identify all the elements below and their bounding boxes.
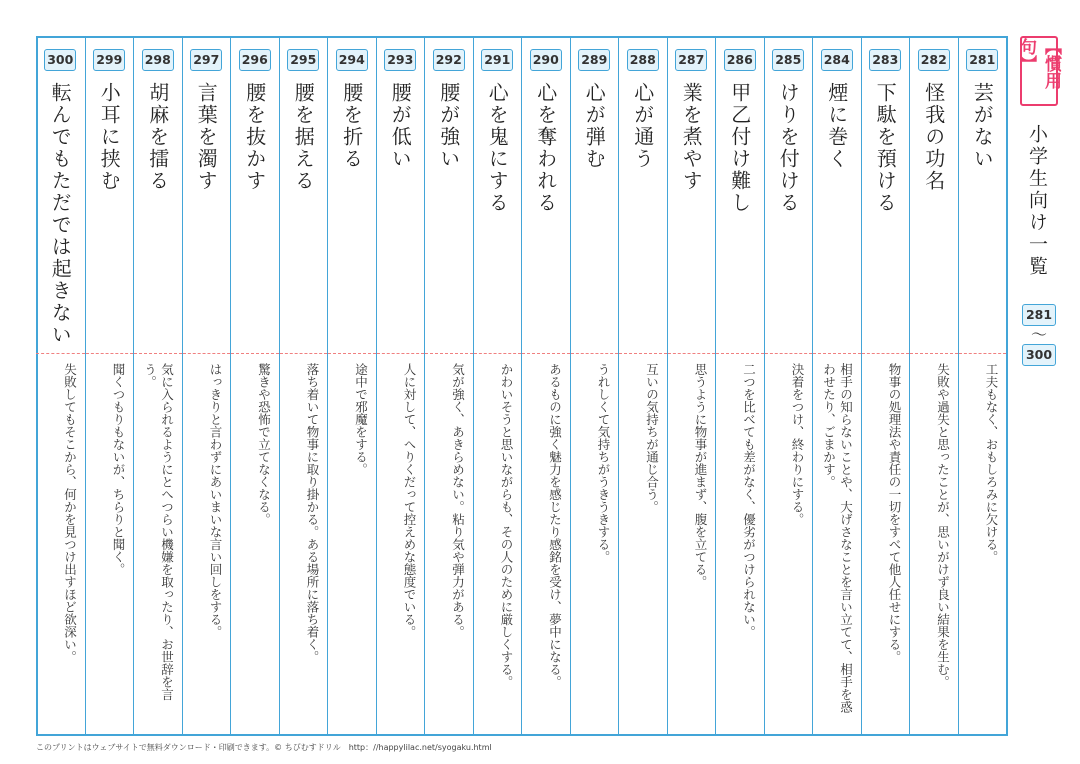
idiom-column [85,38,134,734]
idiom-text: 小耳に挟む [97,82,122,192]
dashed-divider [231,353,279,354]
dashed-divider [813,353,861,354]
idiom-column [764,38,813,734]
dashed-divider [36,353,85,354]
item-number: 290 [530,49,562,71]
item-number: 295 [287,49,319,71]
category-badge: 【慣用句】 [1020,36,1058,106]
item-number: 296 [239,49,271,71]
idiom-text: 怪我の功名 [921,82,946,192]
dashed-divider [183,353,231,354]
idiom-column [667,38,716,734]
meaning-text: 失敗してもそこから、何かを見つけ出すほど欲深い。 [62,363,78,663]
item-number: 286 [724,49,756,71]
idiom-table [36,36,1008,736]
item-number: 287 [675,49,707,71]
meaning-text: 落ち着いて物事に取り掛かる。ある場所に落ち着く。 [305,363,320,663]
dashed-divider [522,353,570,354]
range-end: 300 [1022,344,1056,366]
idiom-column [909,38,958,734]
item-number: 282 [918,49,950,71]
item-number: 297 [190,49,222,71]
item-number: 291 [481,49,513,71]
idiom-column [230,38,279,734]
dashed-divider [377,353,425,354]
idiom-column [133,38,182,734]
idiom-text: 言葉を濁す [194,82,219,192]
idiom-text: 胡麻を擂る [145,82,170,192]
item-number: 285 [772,49,804,71]
dashed-divider [765,353,813,354]
idiom-column [521,38,570,734]
range-separator: ～ [1030,325,1047,344]
idiom-text: 転んでもただでは起きない [48,82,73,346]
meaning-text: 決着をつけ、終わりにする。 [790,363,805,526]
meaning-text: あるものに強く魅力を感じたり感銘を受け、夢中になる。 [547,363,563,688]
meaning-text: 聞くつもりもないが、ちらりと聞く。 [111,363,126,576]
idiom-column [327,38,376,734]
idiom-column [570,38,619,734]
item-number: 294 [336,49,368,71]
idiom-text: 腰を折る [339,82,364,170]
item-number: 300 [44,49,76,71]
page-title: 小学生向け一覧 [1026,124,1048,278]
idiom-text: 心が通う [630,82,655,170]
dashed-divider [134,353,182,354]
number-range [1020,304,1058,366]
idiom-text: 心が弾む [582,82,607,170]
idiom-text: 業を煮やす [679,82,704,192]
item-number: 283 [869,49,901,71]
idiom-text: 腰を抜かす [242,82,267,192]
idiom-text: 心を鬼にする [485,82,510,214]
item-number: 281 [966,49,998,71]
range-start: 281 [1022,304,1056,326]
dashed-divider [668,353,716,354]
item-number: 292 [433,49,465,71]
idiom-text: 甲乙付け難し [727,82,752,214]
item-number: 284 [821,49,853,71]
idiom-column [424,38,473,734]
dashed-divider [280,353,328,354]
meaning-text: かわいそうと思いながらも、その人のために厳しくする。 [499,363,514,688]
dashed-divider [910,353,958,354]
idiom-column [279,38,328,734]
meaning-text: 途中で邪魔をする。 [353,363,369,476]
dashed-divider [862,353,910,354]
idiom-column [812,38,861,734]
idiom-text: けりを付ける [776,82,801,214]
idiom-text: 腰が強い [436,82,461,170]
idiom-text: 腰を据える [291,82,316,192]
item-number: 299 [93,49,125,71]
idiom-column [958,38,1007,734]
meaning-text: 気が強く、あきらめない。粘り気や弾力がある。 [450,363,466,638]
side-header [1016,36,1064,736]
idiom-text: 心を奪われる [533,82,558,214]
footer-note: このプリントはウェブサイトで無料ダウンロード・印刷できます。© ちびむすドリル http：//happylilac.net/syogaku.html [36,743,492,752]
item-number: 298 [142,49,174,71]
idiom-column [715,38,764,734]
idiom-text: 煙に巻く [824,82,849,170]
idiom-text: 腰が低い [388,82,413,170]
item-number: 293 [384,49,416,71]
dashed-divider [571,353,619,354]
idiom-column [861,38,910,734]
meaning-text: 人に対して、へりくだって控えめな態度でいる。 [402,363,417,638]
idiom-text: 下駄を預ける [873,82,898,214]
meaning-text: 互いの気持ちが通じ合う。 [644,363,660,513]
dashed-divider [474,353,522,354]
dashed-divider [619,353,667,354]
dashed-divider [959,353,1007,354]
idiom-column [36,38,85,734]
meaning-text: 相手の知らないことや、大げさなことを言い立てて、相手を惑わせたり、ごまかす。 [821,363,854,713]
meaning-text: 失敗や過失と思ったことが、思いがけず良い結果を生む。 [935,363,951,688]
meaning-text: うれしくて気持ちがうきうきする。 [596,363,611,563]
idiom-column [473,38,522,734]
meaning-text: 工夫もなく、おもしろみに欠ける。 [984,363,999,563]
meaning-text: 驚きや恐怖で立てなくなる。 [256,363,272,526]
meaning-text: 物事の処理法や責任の一切をすべて他人任せにする。 [887,363,902,663]
dashed-divider [86,353,134,354]
item-number: 289 [578,49,610,71]
meaning-text: 気に入られるようにとへつらい機嫌を取ったり、お世辞を言う。 [142,363,175,701]
meaning-text: 思うように物事が進まず、腹を立てる。 [693,363,708,588]
meaning-text: 二つを比べても差がなく、優劣がつけられない。 [741,363,757,638]
idiom-column [376,38,425,734]
dashed-divider [425,353,473,354]
idiom-column [182,38,231,734]
idiom-column [618,38,667,734]
dashed-divider [328,353,376,354]
meaning-text: はっきりと言わずにあいまいな言い回しをする。 [208,363,223,638]
item-number: 288 [627,49,659,71]
idiom-text: 芸がない [970,82,995,170]
dashed-divider [716,353,764,354]
